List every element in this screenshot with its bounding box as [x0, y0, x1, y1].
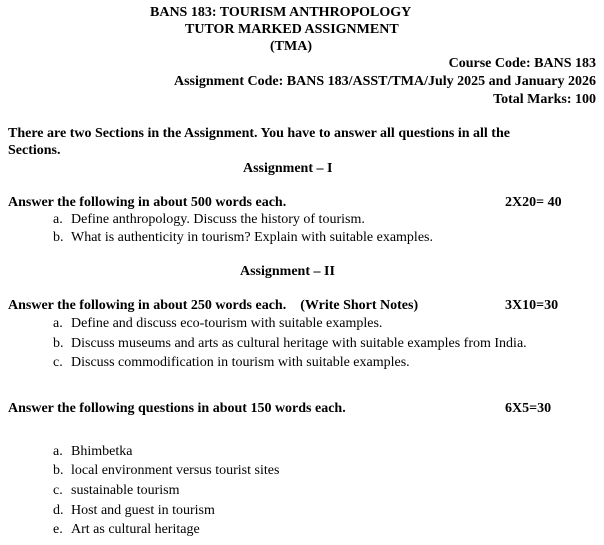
section-2-title: Assignment – II	[240, 264, 335, 279]
question-label: a.	[53, 444, 63, 459]
section-3-question-c	[53, 482, 180, 499]
section-3-question-e	[53, 521, 200, 538]
section-2-marks: 3X10=30	[505, 298, 559, 313]
question-text: Define and discuss eco-tourism with suitable examples.	[71, 316, 383, 331]
section-1-question-a	[53, 211, 365, 228]
assignment-code: Assignment Code: BANS 183/ASST/TMA/July 2025 and January 2026	[173, 74, 596, 89]
question-text: Define anthropology. Discuss the history of tourism.	[71, 212, 365, 227]
question-label: b.	[53, 463, 64, 478]
section-1-instruction: Answer the following in about 500 words each.	[8, 195, 287, 210]
question-label: b.	[53, 336, 64, 351]
question-label: c.	[53, 355, 63, 370]
course-code: Course Code: BANS 183	[448, 56, 596, 71]
document-type: TUTOR MARKED ASSIGNMENT	[185, 22, 399, 37]
intro-line-1: There are two Sections in the Assignment. You have to answer all questions in all the	[8, 126, 510, 141]
section-2-question-c	[53, 354, 410, 371]
section-1-marks: 2X20= 40	[505, 195, 562, 210]
document-abbrev: (TMA)	[270, 39, 312, 54]
question-label: a.	[53, 212, 63, 227]
section-3-instruction: Answer the following questions in about 150 words each.	[8, 401, 346, 416]
question-text: What is authenticity in tourism? Explain with suitable examples.	[71, 230, 433, 245]
question-label: e.	[53, 522, 63, 537]
question-label: d.	[53, 503, 64, 518]
section-3-question-d	[53, 502, 215, 519]
section-2-instruction: Answer the following in about 250 words each. (Write Short Notes)	[8, 298, 419, 313]
question-text: Host and guest in tourism	[71, 503, 215, 518]
section-3-question-b	[53, 462, 279, 479]
question-text: Discuss commodification in tourism with suitable examples.	[71, 355, 410, 370]
section-2-question-a	[53, 315, 382, 332]
total-marks: Total Marks: 100	[493, 92, 596, 107]
question-label: a.	[53, 316, 63, 331]
section-2-question-b	[53, 335, 527, 352]
intro-line-2: Sections.	[8, 143, 61, 158]
question-text: local environment versus tourist sites	[71, 463, 280, 478]
question-text: sustainable tourism	[71, 483, 180, 498]
question-label: c.	[53, 483, 63, 498]
question-text: Art as cultural heritage	[71, 522, 200, 537]
section-3-question-a	[53, 443, 132, 460]
course-title: BANS 183: TOURISM ANTHROPOLOGY	[150, 5, 412, 20]
section-1-title: Assignment – I	[243, 161, 333, 176]
question-label: b.	[53, 230, 64, 245]
question-text: Bhimbetka	[71, 444, 133, 459]
question-text: Discuss museums and arts as cultural heritage with suitable examples from India.	[71, 336, 527, 351]
section-3-marks: 6X5=30	[505, 401, 552, 416]
section-1-question-b	[53, 229, 433, 246]
